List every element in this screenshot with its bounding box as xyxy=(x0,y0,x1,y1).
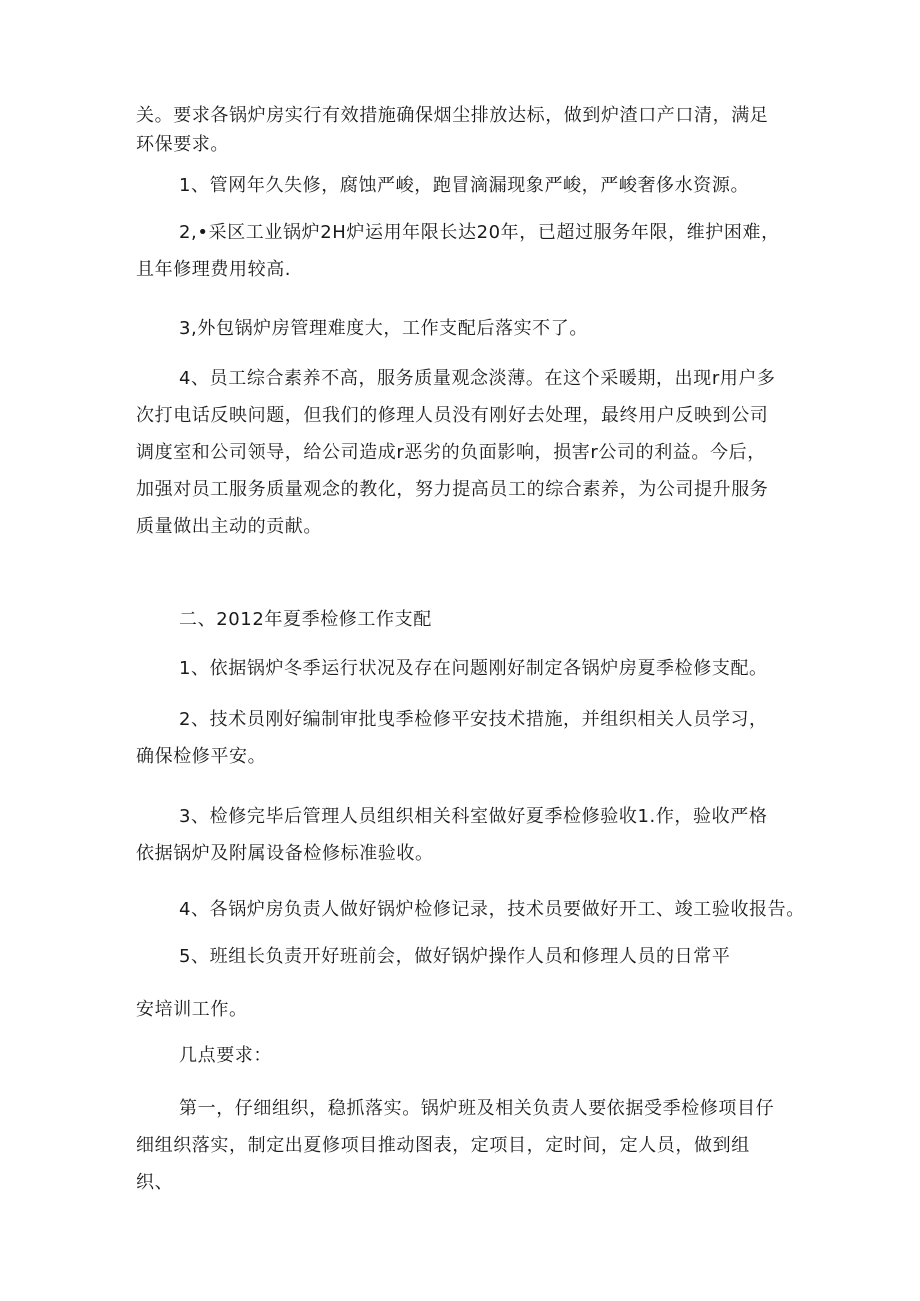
heading-requirements: 几点要求： xyxy=(179,1045,272,1066)
paragraph-item-4-staff-quality: 4、员工综合素养不高，服务质量观念淡薄。在这个采暖期，出现r用户多次打电话反映问题，但我们的修理人员没有刚好去处理，最终用户反映到公司调度室和公司领导，给公司造成r恶劣的负面影响，损害r公司的利益。今后，加强对员工服务质量观念的教化，努力提高员工的综合素养，为公司提升服务质量做出主动的贡献。 xyxy=(136,368,776,537)
paragraph-environmental-requirement: 关。要求各锅炉房实行有效措施确保烟尘排放达标，做到炉渣口产口清，满足环保要求。 xyxy=(136,105,769,155)
paragraph-summer-item-1: 1、依据锅炉冬季运行状况及存在问题刚好制定各锅炉房夏季检修支配。 xyxy=(179,658,768,679)
paragraph-item-2-boiler-age: 2,•采区工业锅炉2H炉运用年限长达20年，已超过服务年限，维护困难，且年修理费用较高. xyxy=(136,222,780,280)
paragraph-summer-item-4: 4、各锅炉房负责人做好锅炉检修记录，技术员要做好开工、竣工验收报告。 xyxy=(179,899,805,920)
paragraph-item-1-pipe-network: 1、管网年久失修，腐蚀严峻，跑冒滴漏现象严峻，严峻奢侈水资源。 xyxy=(179,175,750,196)
section-heading-summer-maintenance: 二、2012年夏季检修工作支配 xyxy=(179,609,432,630)
paragraph-summer-item-3: 3、检修完毕后管理人员组织相关科室做好夏季检修验收1.作，验收严格依据锅炉及附属设备检修标准验收。 xyxy=(136,806,768,864)
paragraph-summer-item-5: 5、班组长负责开好班前会，做好锅炉操作人员和修理人员的日常平 xyxy=(179,946,731,967)
paragraph-summer-item-5-continued: 安培训工作。 xyxy=(136,999,248,1020)
paragraph-item-3-outsourced-boiler-room: 3,外包锅炉房管理难度大，工作支配后落实不了。 xyxy=(179,318,588,339)
paragraph-summer-item-2: 2、技术员刚好编制审批曳季检修平安技术措施，并组织相关人员学习，确保检修平安。 xyxy=(136,709,768,767)
paragraph-requirement-1: 第一，仔细组织，稳抓落实。锅炉班及相关负责人要依据受季检修项目仔细组织落实，制定出夏修项目推动图表，定项目，定时间，定人员，做到组织、 xyxy=(136,1098,775,1193)
